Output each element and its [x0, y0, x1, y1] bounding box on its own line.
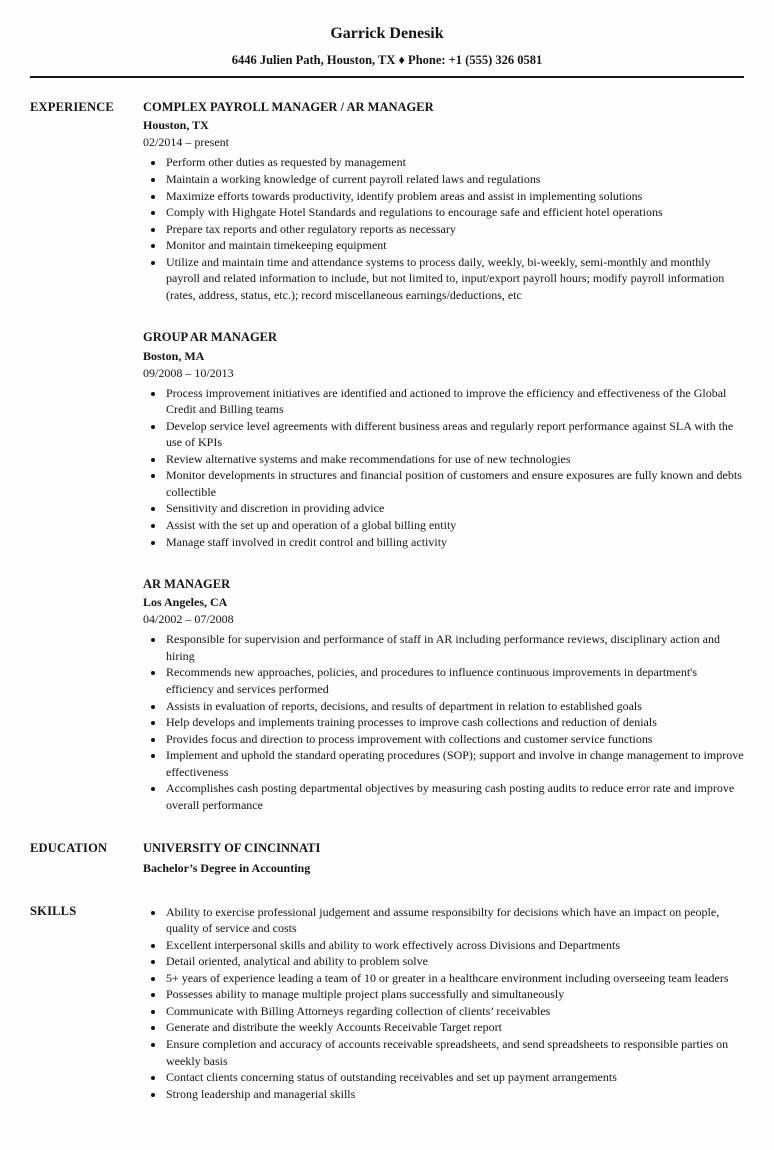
section-education	[30, 840, 744, 875]
bullet-item: • Review alternative systems and make recommendations for use of new technologies	[165, 451, 744, 468]
bullet-item: • Contact clients concerning status of outstanding receivables and set up payment arrangements	[165, 1069, 744, 1086]
experience-content	[143, 99, 744, 813]
header-divider	[30, 76, 744, 78]
bullet-item: • Comply with Highgate Hotel Standards and regulations to encourage safe and efficient hotel operations	[165, 204, 744, 221]
bullet-item: • Help develops and implements training processes to improve cash collections and reduction of denials	[165, 714, 744, 731]
bullet-item: • Utilize and maintain time and attendance systems to process daily, weekly, bi-weekly, semi-monthly and monthly payroll and related information to include, but not limited to, input/export payroll hours; modify payroll information (rates, address, status, etc.); record miscellaneous earnings/deductions, etc	[165, 254, 744, 304]
section-label-skills: SKILLS	[30, 903, 77, 918]
job-dates: 02/2014 – present	[143, 135, 229, 150]
bullet-item: • Recommends new approaches, policies, and procedures to influence continuous improvements in department's efficiency and services performed	[165, 664, 744, 697]
bullet-item: • Monitor developments in structures and financial position of customers and ensure exposures are fully known and debts collectible	[165, 467, 744, 500]
education-content	[143, 840, 744, 875]
bullet-item: • Generate and distribute the weekly Accounts Receivable Target report	[165, 1019, 744, 1036]
bullet-item: • Develop service level agreements with different business areas and regularly report performance against SLA with the use of KPIs	[165, 418, 744, 451]
section-skills	[30, 903, 744, 1103]
bullet-item: • Manage staff involved in credit control and billing activity	[165, 534, 744, 551]
bullet-item: • Perform other duties as requested by management	[165, 154, 744, 171]
job-location: Los Angeles, CA	[143, 595, 228, 610]
job-entry-2	[143, 329, 744, 550]
job-location: Boston, MA	[143, 348, 205, 363]
section-label-education: EDUCATION	[30, 841, 108, 856]
bullet-item: • Maximize efforts towards productivity, identify problem areas and assist in implementing solutions	[165, 188, 744, 205]
bullet-item: • Process improvement initiatives are identified and actioned to improve the efficiency and effectiveness of the Global Credit and Billing teams	[165, 385, 744, 418]
job-bullet-list	[143, 385, 744, 550]
job-dates: 09/2008 – 10/2013	[143, 365, 234, 380]
resume-sections	[30, 99, 744, 1102]
bullet-item: • Prepare tax reports and other regulatory reports as necessary	[165, 221, 744, 238]
bullet-item: • Detail oriented, analytical and ability to problem solve	[165, 953, 744, 970]
bullet-item: • Strong leadership and managerial skills	[165, 1086, 744, 1103]
bullet-item: • Maintain a working knowledge of current payroll related laws and regulations	[165, 171, 744, 188]
skills-content	[143, 903, 744, 1103]
job-dates: 04/2002 – 07/2008	[143, 612, 234, 627]
bullet-item: • Monitor and maintain timekeeping equipment	[165, 237, 744, 254]
skills-bullet-list	[143, 904, 744, 1103]
bullet-item: • Responsible for supervision and performance of staff in AR including performance reviews, disciplinary action and hiring	[165, 631, 744, 664]
job-location: Houston, TX	[143, 118, 209, 133]
section-label-experience: EXPERIENCE	[30, 100, 114, 115]
contact-line: 6446 Julien Path, Houston, TX ♦ Phone: +1 (555) 326 0581	[231, 53, 543, 68]
bullet-item: • 5+ years of experience leading a team of 10 or greater in a healthcare environment including overseeing team leaders	[165, 970, 744, 987]
job-title: GROUP AR MANAGER	[143, 330, 278, 345]
job-title: AR MANAGER	[143, 577, 231, 592]
job-entry-3	[143, 576, 744, 813]
bullet-item: • Assist with the set up and operation of a global billing entity	[165, 517, 744, 534]
bullet-item: • Ability to exercise professional judgement and assume responsibilty for decisions which have an impact on people, quality of service and costs	[165, 904, 744, 937]
education-school: UNIVERSITY OF CINCINNATI	[143, 841, 321, 856]
job-bullet-list	[143, 631, 744, 813]
bullet-item: • Possesses ability to manage multiple project plans successfully and simultaneously	[165, 986, 744, 1003]
bullet-item: • Accomplishes cash posting departmental objectives by measuring cash posting audits to reduce error rate and improve overall performance	[165, 780, 744, 813]
bullet-item: • Implement and uphold the standard operating procedures (SOP); support and involve in change management to improve effectiveness	[165, 747, 744, 780]
bullet-item: • Communicate with Billing Attorneys regarding collection of clients’ receivables	[165, 1003, 744, 1020]
candidate-name: Garrick Denesik	[330, 25, 444, 42]
bullet-item: • Assists in evaluation of reports, decisions, and results of department in relation to established goals	[165, 698, 744, 715]
job-title: COMPLEX PAYROLL MANAGER / AR MANAGER	[143, 100, 434, 115]
section-experience	[30, 99, 744, 813]
education-degree: Bachelor’s Degree in Accounting	[143, 860, 311, 875]
bullet-item: • Provides focus and direction to process improvement with collections and customer service functions	[165, 731, 744, 748]
job-bullet-list	[143, 154, 744, 303]
bullet-item: • Excellent interpersonal skills and ability to work effectively across Divisions and Departments	[165, 937, 744, 954]
bullet-item: • Sensitivity and discretion in providing advice	[165, 500, 744, 517]
bullet-item: • Ensure completion and accuracy of accounts receivable spreadsheets, and send spreadsheets to responsible parties on weekly basis	[165, 1036, 744, 1069]
job-entry-1	[143, 99, 744, 303]
